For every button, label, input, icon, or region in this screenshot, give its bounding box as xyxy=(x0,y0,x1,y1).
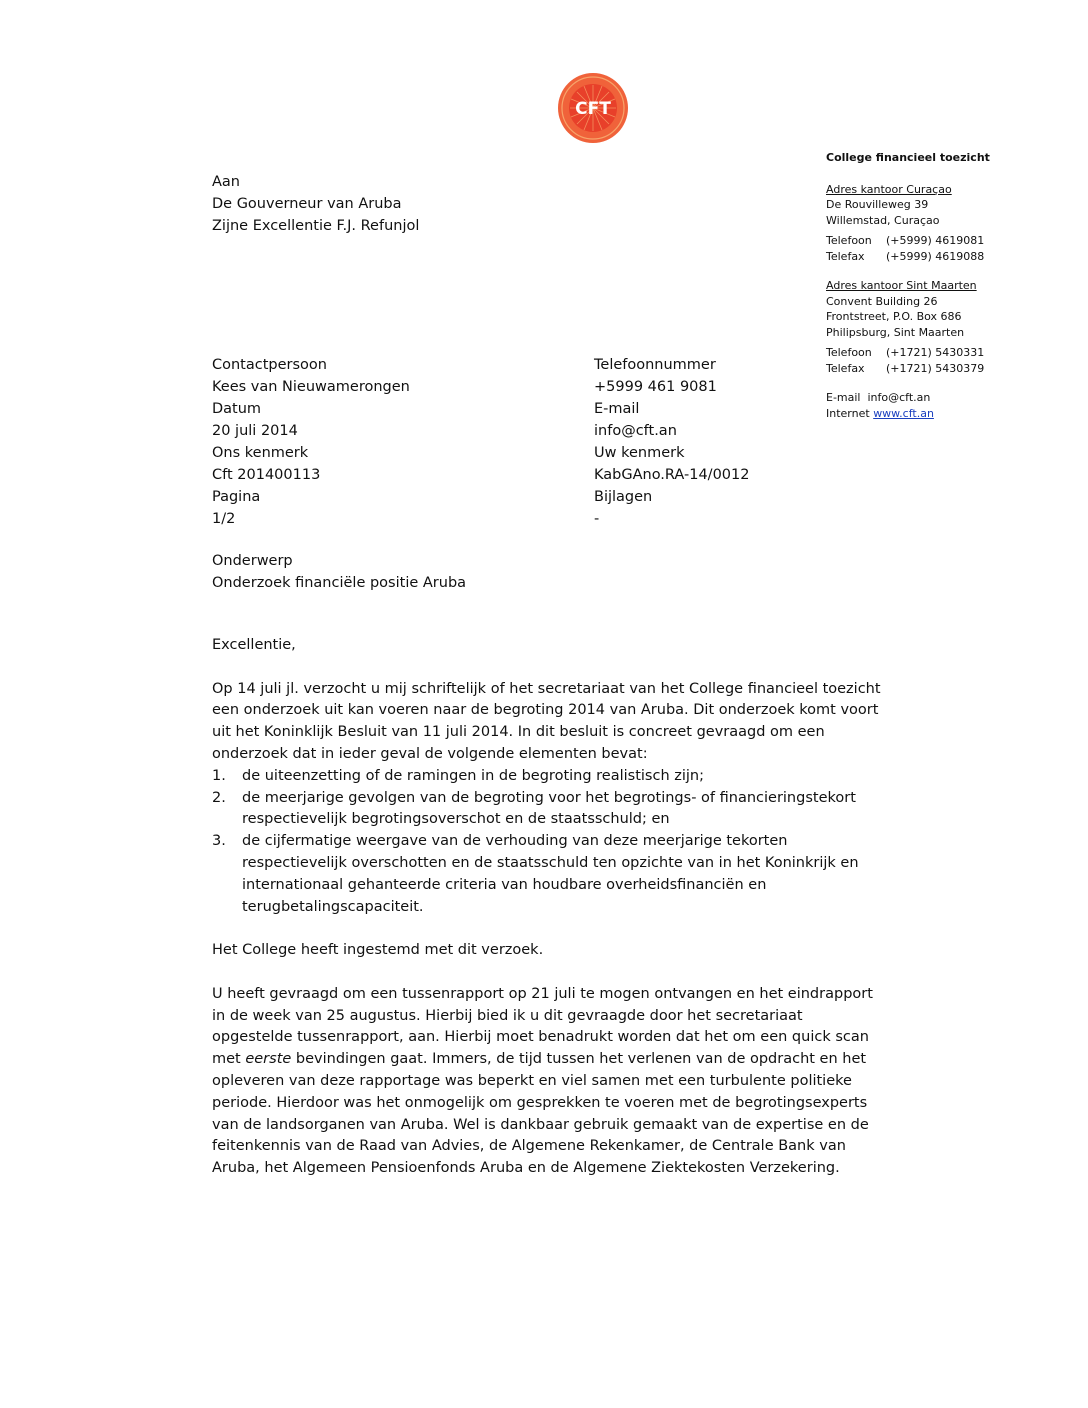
meta-label: Ons kenmerk xyxy=(212,445,309,461)
meta-label: E-mail xyxy=(594,401,640,417)
sint-maarten-address-line: Frontstreet, P.O. Box 686 xyxy=(826,310,962,323)
curacao-address-line: Willemstad, Curaçao xyxy=(826,213,940,227)
org-name: College financieel toezicht xyxy=(826,151,990,164)
subject-label: Onderwerp xyxy=(212,553,293,569)
curacao-address-line: De Rouvilleweg 39 xyxy=(826,198,929,211)
recipient-line: Zijne Excellentie F.J. Refunjol xyxy=(212,218,420,234)
list-item: 3. de cijfermatige weergave van de verhouding van deze meerjarige tekorten respectievelijk overschotten en de staatsschuld ten opzichte van in het Koninkrijk en internationaal gehanteerde criteria van houdbare overheidsfinanciën en terugbetalingscapaciteit. xyxy=(212,833,859,915)
meta-value: +5999 461 9081 xyxy=(594,379,717,395)
sidebar-email: E-mail info@cft.an xyxy=(826,391,931,404)
letter-body xyxy=(212,635,882,1180)
meta-value: Kees van Nieuwamerongen xyxy=(212,379,410,395)
list-item: 2. de meerjarige gevolgen van de begroting voor het begrotings- of financieringstekort respectievelijk begrotingsoverschot en de staatsschuld; en xyxy=(212,789,856,828)
sint-maarten-fax: Telefax (+1721) 5430379 xyxy=(826,361,985,375)
meta-value: 20 juli 2014 xyxy=(212,423,298,439)
meta-label: Pagina xyxy=(212,489,261,505)
meta-label: Contactpersoon xyxy=(212,357,327,373)
subject-block xyxy=(212,550,466,594)
org-contact-sidebar xyxy=(826,150,1066,421)
curacao-phone: Telefoon (+5999) 4619081 xyxy=(826,234,985,247)
meta-value: Cft 201400113 xyxy=(212,467,321,483)
website-link[interactable]: www.cft.an xyxy=(873,406,934,420)
meta-label: Datum xyxy=(212,401,262,417)
sint-maarten-phone: Telefoon (+1721) 5430331 xyxy=(826,346,985,359)
recipient-line: De Gouverneur van Aruba xyxy=(212,196,402,212)
sint-maarten-address-line: Philipsburg, Sint Maarten xyxy=(826,325,965,339)
letter-meta-right xyxy=(594,354,749,530)
meta-value: info@cft.an xyxy=(594,423,677,439)
meta-value: 1/2 xyxy=(212,511,236,527)
cft-logo xyxy=(557,72,629,144)
paragraph: Het College heeft ingestemd met dit verzoek. xyxy=(212,942,544,959)
curacao-address-heading: Adres kantoor Curaçao xyxy=(826,182,952,196)
meta-label: Telefoonnummer xyxy=(594,357,716,373)
recipient-line: Aan xyxy=(212,174,240,190)
sidebar-internet: Internet www.cft.an xyxy=(826,406,934,420)
curacao-fax: Telefax (+5999) 4619088 xyxy=(826,249,985,263)
meta-value: KabGAno.RA-14/0012 xyxy=(594,467,750,483)
svg-text:CFT: CFT xyxy=(575,99,611,119)
sint-maarten-address-heading: Adres kantoor Sint Maarten xyxy=(826,279,977,292)
cft-seal-icon xyxy=(557,72,629,144)
list-item: 1. de uiteenzetting of de ramingen in de begroting realistisch zijn; xyxy=(212,767,705,784)
emphasis: eerste xyxy=(245,1051,292,1068)
meta-label: Uw kenmerk xyxy=(594,445,685,461)
meta-label: Bijlagen xyxy=(594,489,653,505)
meta-value: - xyxy=(594,511,600,527)
paragraph: Op 14 juli jl. verzocht u mij schriftelijk of het secretariaat van het College financieel toezicht een onderzoek uit kan voeren naar de begroting 2014 van Aruba. Dit onderzoek komt voort uit het Koninklijk Besluit van 11 juli 2014. In dit besluit is concreet gevraagd om een onderzoek dat in ieder geval de volgende elementen bevat: xyxy=(212,680,881,762)
salutation: Excellentie, xyxy=(212,637,296,653)
requirements-list xyxy=(212,766,882,919)
paragraph: U heeft gevraagd om een tussenrapport op 21 juli te mogen ontvangen en het eindrapport in de week van 25 augustus. Hierbij bied ik u dit gevraagde door het secretariaat opgestelde tussenrapport, aan. Hierbij moet benadrukt worden dat het om een quick scan met eerste bevindingen gaat. Immers, de tijd tussen het verlenen van de opdracht en het opleveren van deze rapportage was beperkt en viel samen met een turbulente politieke periode. Hierdoor was het onmogelijk om gesprekken te voeren met de begrotingsexperts van de landsorganen van Aruba. Wel is dankbaar gebruik gemaakt van de expertise en de feitenkennis van de Raad van Advies, de Algemene Rekenkamer, de Centrale Bank van Aruba, het Algemeen Pensioenfonds Aruba en de Algemene Ziektekosten Verzekering. xyxy=(212,985,873,1177)
letter-meta-left xyxy=(212,354,410,530)
sint-maarten-address-line: Convent Building 26 xyxy=(826,294,938,308)
recipient-block xyxy=(212,171,419,237)
subject-value: Onderzoek financiële positie Aruba xyxy=(212,575,467,591)
